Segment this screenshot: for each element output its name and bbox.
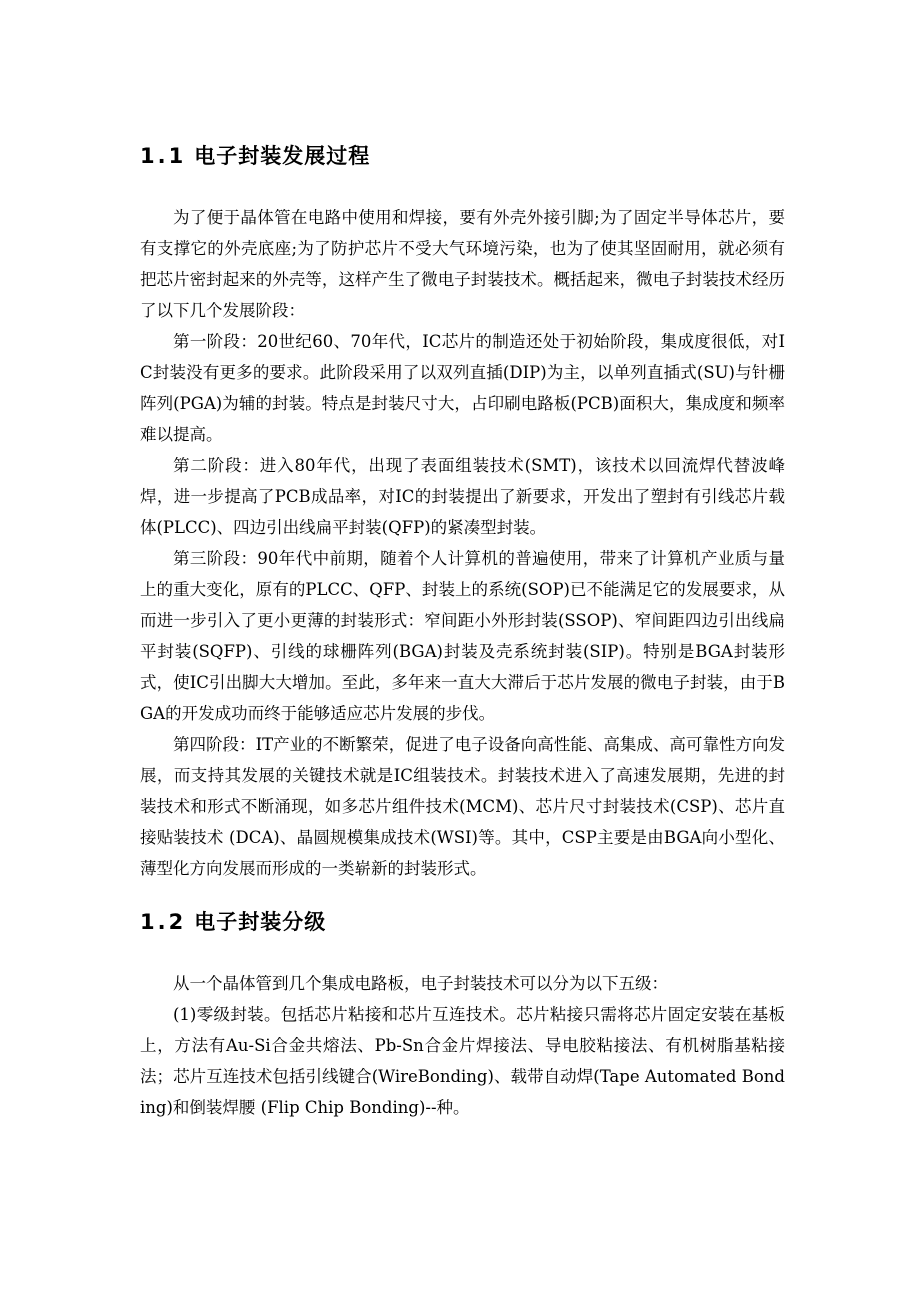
document-page: [140, 138, 785, 1123]
paragraph-stage-2: 第二阶段：进入80年代，出现了表面组装技术(SMT)，该技术以回流焊代替波峰焊，进一步提高了PCB成品率，对IC的封装提出了新要求，开发出了塑封有引线芯片载体(PLCC)、四边引出线扁平封装(QFP)的紧凑型封装。: [140, 456, 785, 537]
paragraph-levels-intro: 从一个晶体管到几个集成电路板，电子封装技术可以分为以下五级：: [173, 974, 668, 993]
section-heading-1-2: [140, 904, 785, 940]
section-heading-1-1: [140, 138, 785, 174]
section-title: 电子封装发展过程: [194, 144, 371, 168]
section-number: 1.1: [140, 144, 187, 168]
section-number: 1.2: [140, 910, 187, 934]
paragraph-stage-1: 第一阶段：20世纪60、70年代，IC芯片的制造还处于初始阶段，集成度很低，对IC封装没有更多的要求。此阶段采用了以双列直插(DIP)为主，以单列直插式(SU)与针栅阵列(PGA)为辅的封装。特点是封装尺寸大，占印刷电路板(PCB)面积大，集成度和频率难以提高。: [140, 332, 785, 444]
section-title: 电子封装分级: [194, 910, 327, 934]
paragraph-stage-4: 第四阶段：IT产业的不断繁荣，促进了电子设备向高性能、高集成、高可靠性方向发展，而支持其发展的关键技术就是IC组装技术。封装技术进入了高速发展期，先进的封装技术和形式不断涌现，如多芯片组件技术(MCM)、芯片尺寸封装技术(CSP)、芯片直接贴装技术 (DCA)、晶圆规模集成技术(WSI)等。其中，CSP主要是由BGA向小型化、薄型化方向发展而形成的一类崭新的封装形式。: [140, 735, 785, 878]
paragraph-stage-3: 第三阶段：90年代中前期，随着个人计算机的普遍使用，带来了计算机产业质与量上的重大变化，原有的PLCC、QFP、封装上的系统(SOP)已不能满足它的发展要求，从而进一步引入了更小更薄的封装形式：窄间距小外形封装(SSOP)、窄间距四边引出线扁平封装(SQFP)、引线的球栅阵列(BGA)封装及壳系统封装(SIP)。特别是BGA封装形式，使IC引出脚大大增加。至此，多年来一直大大滞后于芯片发展的微电子封装，由于BGA的开发成功而终于能够适应芯片发展的步伐。: [140, 549, 785, 723]
paragraph-level-0: (1)零级封装。包括芯片粘接和芯片互连技术。芯片粘接只需将芯片固定安装在基板上，方法有Au-Si合金共熔法、Pb-Sn合金片焊接法、导电胶粘接法、有机树脂基粘接法；芯片互连技术包括引线键合(WireBonding)、载带自动焊(Tape Automated Bonding)和倒装焊腰 (Flip Chip Bonding)--种。: [140, 1005, 785, 1117]
paragraph-intro: 为了便于晶体管在电路中使用和焊接，要有外壳外接引脚;为了固定半导体芯片，要有支撑它的外壳底座;为了防护芯片不受大气环境污染，也为了使其坚固耐用，就必须有把芯片密封起来的外壳等，这样产生了微电子封装技术。概括起来，微电子封装技术经历了以下几个发展阶段：: [140, 208, 785, 320]
